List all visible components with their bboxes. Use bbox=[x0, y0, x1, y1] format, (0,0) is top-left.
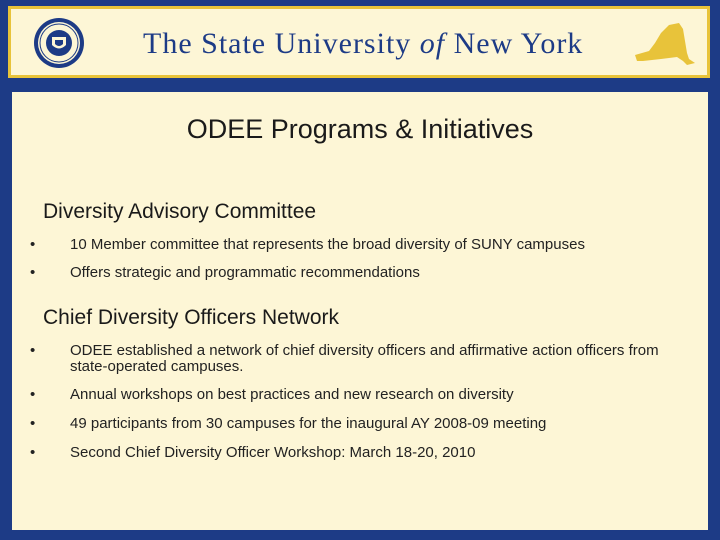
slide-content: ODEE Programs & Initiatives Diversity Advisory Committee • 10 Member committee that represents the broad diversity of SUNY campuses • Offers strategic and programmatic recommendations Chief Diversity Officers Network • ODEE established a network of chief diversity officers and affirmative action officers from state-operated campuses. • Annual workshops on best practices and new research on diversity • 49 participants from 30 campuses for the inaugural AY 2008-09 meeting • Second Chief Diversity Officer Workshop: March 18-20, 2010 bbox=[12, 92, 708, 530]
section-heading-diversity-advisory-committee: Diversity Advisory Committee bbox=[43, 200, 317, 223]
bullet-icon: • bbox=[30, 444, 36, 461]
suny-wordmark: The State University of New York bbox=[143, 27, 584, 60]
new-york-state-map-icon bbox=[631, 21, 697, 69]
bullet-icon: • bbox=[30, 264, 36, 281]
suny-seal-icon bbox=[33, 17, 85, 69]
bullet-icon: • bbox=[30, 236, 36, 253]
bullet-icon: • bbox=[30, 386, 36, 403]
header-banner bbox=[8, 6, 710, 78]
bullet-icon: • bbox=[30, 342, 36, 359]
bullet-icon: • bbox=[30, 415, 36, 432]
section-heading-chief-diversity-officers-network: Chief Diversity Officers Network bbox=[43, 306, 340, 329]
slide-title: ODEE Programs & Initiatives bbox=[186, 114, 534, 144]
